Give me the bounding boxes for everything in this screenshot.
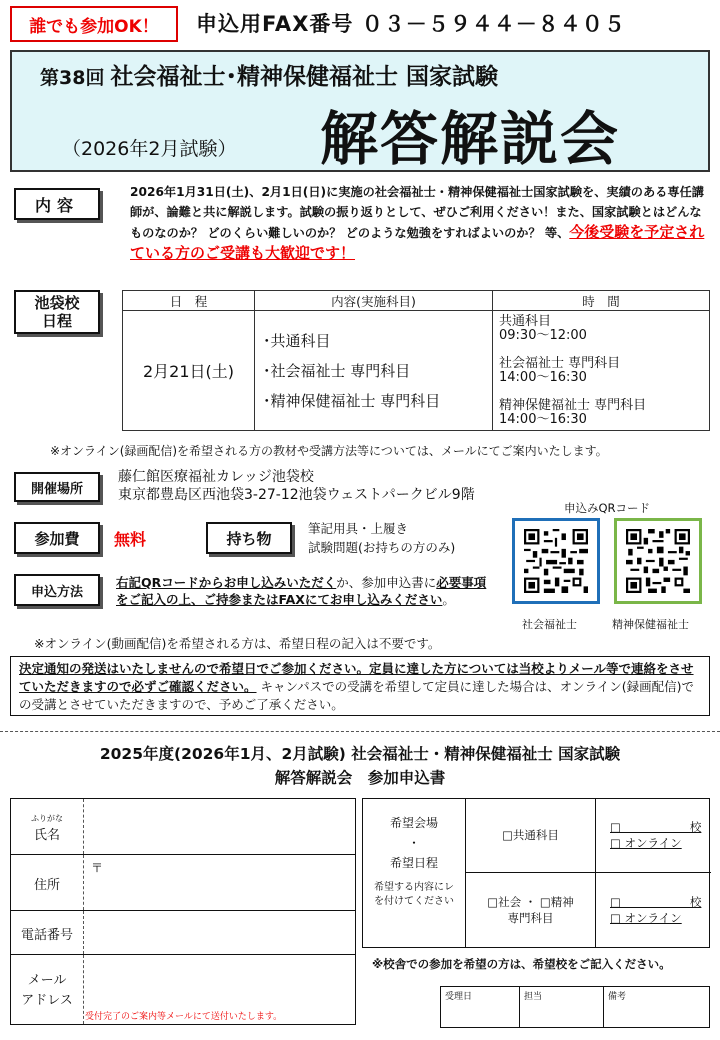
schedule-label [14, 290, 100, 334]
title-line1 [40, 58, 498, 91]
venue-date-label-line: 希望日程 [389, 856, 438, 870]
time-item [499, 357, 709, 385]
bring-line: 試験問題(お持ちの方のみ) [308, 540, 456, 555]
time-range: 09:30～12:00 [499, 328, 587, 343]
option-common-text: □共通科目 [502, 828, 559, 842]
time-item [499, 315, 709, 343]
form-choices [362, 798, 710, 948]
furigana-label: ふりがな [31, 814, 63, 823]
zip-mark: 〒 [91, 861, 104, 875]
online-note: ※オンライン(録画配信)を希望される方の教材や受講方法等については、メールにてご案内いたします。 [50, 444, 608, 458]
time-subject: 共通科目 [499, 314, 552, 329]
notice-part: 決定通知の発送はいたしませんので希望日でご参加ください。 [19, 661, 370, 676]
email-label-line: メール [27, 973, 67, 988]
content-choice-label: 希望する内容にレを付けてください [374, 882, 454, 907]
fax-number: 申込用FAX番号 ０３－５９４４－８４０５ [196, 12, 626, 36]
venue-date-label-line: ・ [407, 836, 420, 850]
option-specialty-text: □社会 ・ □精神 [487, 895, 574, 909]
time-subject: 社会福祉士 専門科目 [499, 356, 621, 371]
choice-venue-common[interactable] [595, 799, 709, 872]
fee-value: 無料 [114, 530, 147, 549]
title-main: 社会福祉士･精神保健福祉士 国家試験 [110, 64, 498, 90]
apply-text [116, 574, 496, 608]
subject-item: ･共通科目 [263, 331, 331, 350]
form-row-name[interactable] [11, 799, 355, 855]
venue-date-label-line: 希望会場 [389, 816, 438, 830]
dashed-separator [83, 911, 84, 954]
checkbox-online[interactable]: □ オンライン [610, 911, 682, 925]
qr-caption: 申込みQRコード [564, 501, 651, 515]
notice-part: 定員に達した方については当校よりメール等で連絡をさせていただきますので必ずご確認ください。 [19, 661, 694, 694]
qr-code-social-welfare[interactable] [512, 518, 600, 604]
venue-name: 藤仁館医療福祉カレッジ池袋校 [118, 469, 314, 485]
content-label: 内容 [14, 188, 100, 220]
qr-label-social-welfare: 社会福祉士 [522, 618, 577, 631]
schedule-label-line1: 池袋校 [34, 294, 80, 312]
choice-venue-specialty[interactable] [595, 872, 709, 947]
qr-label-mental-health: 精神保健福祉士 [612, 618, 689, 631]
content-highlight: 今後受験を予定されている方のご受講も大歓迎です！ [130, 223, 705, 262]
form-row-phone[interactable] [11, 911, 355, 955]
checkbox-school[interactable]: □ 校 [610, 820, 702, 834]
notice-box [10, 656, 710, 716]
checkbox-school[interactable]: □ 校 [610, 895, 702, 909]
form-title [0, 742, 720, 790]
subject-item: ･精神保健福祉士 専門科目 [263, 391, 441, 410]
title-banner [10, 50, 710, 172]
school-note: ※校舎での参加を希望の方は、希望校をご記入ください。 [372, 957, 671, 971]
venue-label: 開催場所 [14, 472, 100, 502]
form-title-line1: 2025年度(2026年1月、2月試験) 社会福祉士・精神保健福祉士 国家試験 [99, 745, 621, 763]
venue-text [118, 468, 475, 504]
venue-date-label [363, 813, 465, 873]
name-label [11, 813, 83, 843]
bring-line: 筆記用具・上履き [308, 521, 409, 536]
content-body: 2026年1月31日(土)、2月1日(日)に実施の社会福祉士・精神保健福祉士国家試験を、実績のある専任講師が、論難と共に解説します。試験の振り返りとして、ぜひご利用ください！また、国家試験とはどんなものなのか？ どのくらい難しいのか？ どのような勉強をすればよいのか？ 等、 [130, 185, 704, 240]
fee-label: 参加費 [14, 522, 100, 554]
office-use-box [440, 986, 710, 1028]
time-item [499, 399, 709, 427]
title-big: 解答解説会 [320, 105, 621, 173]
apply-qr-link: 右記QRコードからお申し込みいただく [116, 575, 337, 590]
option-specialty-text: 専門科目 [507, 911, 554, 925]
qr-pattern-icon [524, 529, 588, 593]
time-subject: 精神保健福祉士 専門科目 [499, 398, 647, 413]
schedule-header-date: 日 程 [123, 291, 255, 311]
schedule-date: 2月21日(土) [123, 311, 255, 431]
email-note: 受付完了のご案内等メールにて送付いたします。 [85, 1012, 283, 1022]
bring-label: 持ち物 [206, 522, 292, 554]
bring-text [308, 519, 455, 557]
office-staff: 担当 [519, 987, 603, 1027]
phone-label: 電話番号 [20, 928, 73, 943]
email-label [11, 971, 83, 1011]
dashed-separator [83, 855, 84, 910]
form-row-address[interactable] [11, 855, 355, 911]
time-range: 14:00～16:30 [499, 412, 587, 427]
form-row-email[interactable] [11, 955, 355, 1024]
subject-item: ･社会福祉士 専門科目 [263, 361, 411, 380]
cut-line [0, 731, 720, 732]
schedule-table [122, 290, 710, 431]
address-label: 住所 [33, 878, 60, 893]
row-divider [465, 872, 711, 873]
schedule-header-time: 時 間 [493, 291, 710, 311]
promo-badge: 誰でも参加OK！ [10, 6, 178, 42]
checkbox-online[interactable]: □ オンライン [610, 836, 682, 850]
office-remarks: 備考 [603, 987, 709, 1027]
apply-text-part: 。 [442, 592, 455, 607]
content-text [130, 182, 708, 264]
title-prefix: 第38回 [40, 67, 105, 89]
qr-code-mental-health[interactable] [614, 518, 702, 604]
title-exam: （2026年2月試験） [62, 138, 237, 160]
schedule-header-content: 内容(実施科目) [255, 291, 493, 311]
form-title-line2: 解答解説会 参加申込書 [274, 769, 446, 787]
venue-address: 東京都豊島区西池袋3-27-12池袋ウェストパークビル9階 [118, 487, 475, 503]
name-label-text: 氏名 [33, 828, 60, 843]
option-common[interactable] [465, 799, 595, 872]
office-received-date: 受理日 [445, 992, 473, 1002]
apply-text-emphasis: 必要事項をご記入の上、ご持参またはFAXにてお申し込みください [116, 575, 487, 607]
qr-pattern-icon [626, 529, 690, 593]
apply-label: 申込方法 [14, 574, 100, 606]
notice-part: キャンパスでの受講を希望して定員に達した場合は、オンライン(録画配信)での受講とさせていただきますので、予めご了承ください。 [19, 679, 695, 712]
time-range: 14:00～16:30 [499, 370, 587, 385]
schedule-label-line2: 日程 [41, 312, 72, 330]
online-apply-note: ※オンライン(動画配信)を希望される方は、希望日程の記入は不要です。 [34, 636, 441, 651]
option-specialty[interactable] [465, 872, 595, 947]
dashed-separator [83, 799, 84, 854]
email-label-line: アドレス [21, 993, 73, 1008]
schedule-times [493, 311, 710, 431]
apply-text-part: か、参加申込書に [336, 575, 437, 590]
form-personal-info [10, 798, 356, 1025]
dashed-separator [83, 955, 84, 1024]
schedule-subjects [255, 311, 493, 431]
